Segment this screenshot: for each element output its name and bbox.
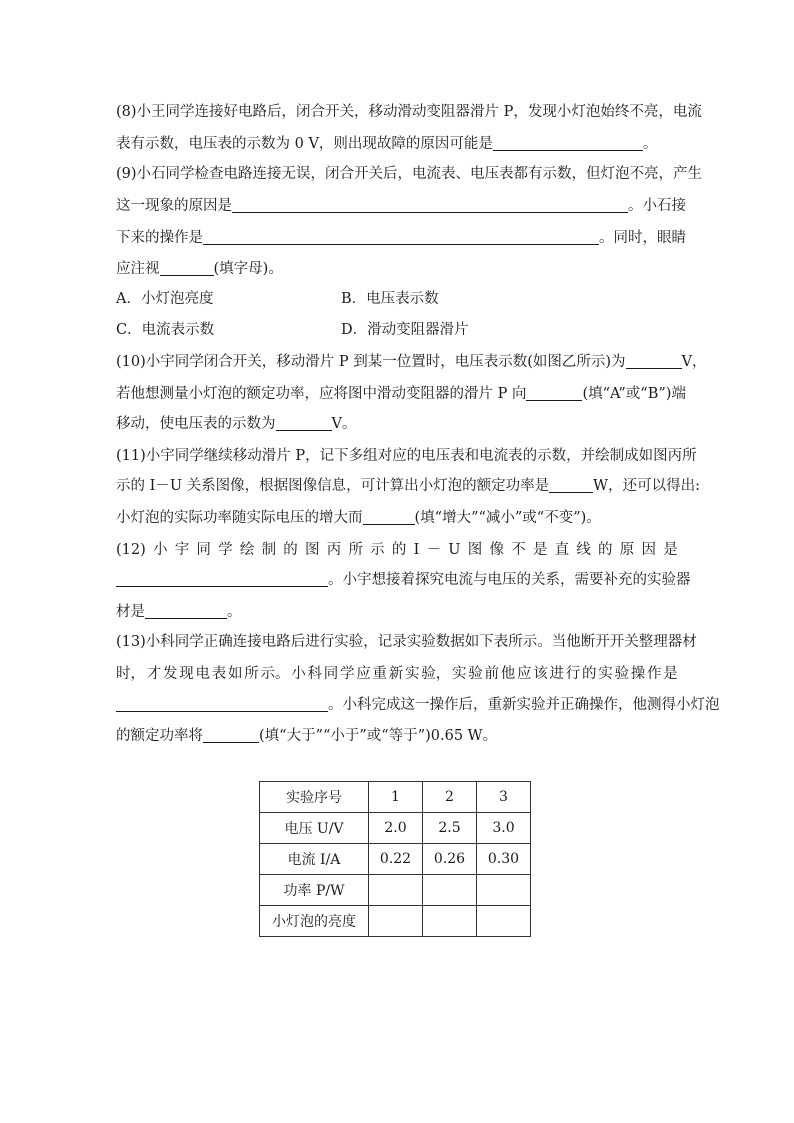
q13-operation-blank[interactable]: [116, 696, 328, 712]
q8-line-2: [116, 134, 657, 154]
q11-line-2: [116, 476, 700, 496]
q13-line2-char: 应: [356, 666, 371, 682]
q11-line-3: [116, 508, 601, 528]
q9-text-3: 下来的操作是: [116, 230, 203, 246]
q9-option-c[interactable]: C．电流表示数: [116, 322, 215, 338]
q12-line1-char: 丙: [326, 542, 342, 558]
q13-line2-char: 是: [663, 666, 678, 682]
q9-text-2: 这一现象的原因是: [116, 198, 232, 214]
q9-option-d[interactable]: D．滑动变阻器滑片: [341, 322, 469, 338]
q10-text-1: (10)小宇同学闭合开关，移动滑片 P 到某一位置时，电压表示数(如图乙所示)为: [116, 354, 626, 370]
q12-line1-char: 是: [663, 542, 678, 558]
q12-line1-char: 像: [489, 542, 504, 558]
q13-line2-char: 该: [533, 666, 548, 682]
table-cell: 0.30: [477, 844, 531, 875]
q12-line1-char: 图: [305, 542, 320, 558]
q10-text-2: 若他想测量小灯泡的额定功率，应将图中滑动变阻器的滑片 P 向: [116, 386, 527, 402]
q9-text-3-end: 。同时，眼睛: [599, 230, 686, 246]
table-row: [260, 813, 531, 844]
table-cell[interactable]: [477, 875, 531, 906]
table-cell[interactable]: [423, 906, 477, 937]
q12-line-1: [116, 540, 678, 560]
table-row-label: 电流 I/A: [260, 844, 369, 875]
q12-line-2: [116, 570, 691, 590]
q13-text-4-end: (填“大于”“小于”或“等于”)0.65 W。: [259, 728, 498, 744]
q9-line-4: [116, 259, 283, 279]
q12-line1-char: 绘: [239, 542, 255, 558]
q10-target-voltage-blank[interactable]: [276, 415, 332, 431]
q12-text-3-end: 。: [227, 604, 242, 620]
q13-line2-char: 前: [484, 666, 499, 682]
table-row-label: 功率 P/W: [260, 875, 369, 906]
q13-line2-char: 发: [163, 666, 178, 682]
q12-line1-char: 是: [532, 542, 548, 558]
q12-line1-char: 宇: [174, 542, 190, 558]
q13-line2-char: 操: [630, 666, 646, 682]
q13-line2-char: 作: [647, 666, 662, 682]
q10-text-1-end: V，: [681, 354, 707, 370]
q8-answer-blank[interactable]: [493, 135, 643, 151]
q13-line2-char: 示。: [260, 666, 290, 682]
table-row: [260, 875, 531, 906]
q9-option-a[interactable]: A．小灯泡亮度: [116, 291, 214, 307]
q13-line2-char: 他: [500, 666, 516, 682]
q12-line1-char: 不: [511, 542, 526, 558]
table-cell: 0.26: [423, 844, 477, 875]
table-cell[interactable]: [369, 875, 423, 906]
q13-line2-char: 如: [228, 666, 243, 682]
q9-line-1: (9)小石同学检查电路连接无误，闭合开关后，电流表、电压表都有示数，但灯泡不亮，产生: [116, 166, 703, 182]
q11-text-3-end: (填“增大”“减小”或“不变”)。: [414, 510, 601, 526]
q13-line2-char: 小: [291, 666, 306, 682]
q12-line1-char: 示: [370, 542, 385, 558]
q13-line2-char: 应: [517, 666, 532, 682]
q8-line-1: (8)小王同学连接好电路后，闭合开关，移动滑动变阻器滑片 P，发现小灯泡始终不亮，电流: [116, 104, 702, 120]
q13-line2-char: 学: [340, 666, 355, 682]
table-cell: 3.0: [477, 813, 531, 844]
table-row: [260, 906, 531, 937]
q13-line2-char: 现: [179, 666, 194, 682]
table-row-label: 电压 U/V: [260, 813, 369, 844]
table-row-label: 小灯泡的亮度: [260, 906, 369, 937]
q11-line-1: (11)小宇同学继续移动滑片 P，记下多组对应的电压表和电流表的示数，并绘制成如图丙所: [116, 448, 697, 464]
q13-line2-char: 的: [582, 666, 597, 682]
q9-option-b[interactable]: B．电压表示数: [341, 291, 439, 307]
q13-line2-char: 重: [372, 666, 387, 682]
q12-line1-char: 原: [619, 542, 635, 558]
table-cell[interactable]: [477, 906, 531, 937]
q12-text-3: 材是: [116, 604, 145, 620]
q10-direction-blank[interactable]: [526, 385, 582, 401]
table-cell[interactable]: [369, 906, 423, 937]
q12-line1-char: (12): [116, 542, 146, 558]
q12-line1-char: 直: [554, 542, 570, 558]
q13-line2-char: 行: [565, 666, 581, 682]
q12-line1-char: 因: [641, 542, 656, 558]
q12-line1-char: 的: [283, 542, 298, 558]
q13-line2-char: 电: [195, 666, 210, 682]
q12-line1-char: 学: [218, 542, 233, 558]
q13-line-3: [116, 695, 720, 715]
q13-line2-char: 同: [323, 666, 339, 682]
q11-text-3: 小灯泡的实际功率随实际电压的增大而: [116, 510, 363, 526]
q9-operation-blank[interactable]: [203, 229, 599, 245]
table-cell: 3: [477, 782, 531, 813]
q13-text-3: 。小科完成这一操作后，重新实验并正确操作，他测得小灯泡: [328, 697, 720, 713]
q9-reason-blank[interactable]: [232, 197, 628, 213]
q12-line1-char: 制: [261, 542, 277, 558]
q13-line2-char: 验: [468, 666, 483, 682]
q10-text-3-end: V。: [331, 416, 357, 432]
q11-text-2: 示的 I－U 关系图像，根据图像信息，可计算出小灯泡的额定功率是: [116, 478, 550, 494]
q12-line1-char: 的: [391, 542, 407, 558]
table-row-label: 实验序号: [260, 782, 369, 813]
q12-line1-char: －: [426, 542, 442, 558]
q13-line2-char: 新: [388, 666, 404, 682]
q12-line1-char: I: [413, 542, 420, 558]
q13-line-2: [116, 664, 678, 684]
q10-line-2: [116, 384, 686, 404]
q13-line2-char: 验，: [421, 666, 451, 682]
q12-equipment-blank[interactable]: [145, 603, 227, 619]
q9-text-2-end: 。小石接: [628, 198, 686, 214]
q9-text-4-end: (填字母)。: [213, 261, 283, 277]
q13-line2-char: 实: [598, 666, 613, 682]
q12-text-2: 。小宇想接着探究电流与电压的关系，需要补充的实验器: [328, 572, 691, 588]
q9-line-2: [116, 196, 686, 216]
q10-text-3: 移动，使电压表的示数为: [116, 416, 276, 432]
q13-compare-blank[interactable]: [203, 727, 259, 743]
table-cell: 0.22: [369, 844, 423, 875]
q13-line2-char: 所: [244, 666, 259, 682]
q13-line-1: (13)小科同学正确连接电路后进行实验，记录实验数据如下表所示。当他断开开关整理器材: [116, 634, 697, 650]
q12-reason-blank[interactable]: [116, 571, 328, 587]
q10-text-2-end: (填“A”或“B”)端: [582, 386, 686, 402]
data-table: [259, 781, 531, 937]
q13-text-4: 的额定功率将: [116, 728, 203, 744]
q9-letter-blank[interactable]: [160, 260, 214, 276]
q13-line2-char: 实: [405, 666, 420, 682]
q11-trend-blank[interactable]: [363, 509, 415, 525]
table-row: [260, 844, 531, 875]
q11-text-2-end: W，还可以得出:: [593, 478, 700, 494]
q9-line-3: [116, 228, 686, 248]
q13-line2-char: 实: [452, 666, 467, 682]
q8-text: 表有示数，电压表的示数为 0 V，则出现故障的原因可能是: [116, 136, 493, 152]
table-cell[interactable]: [423, 875, 477, 906]
q12-line1-char: 的: [598, 542, 613, 558]
table-cell: 2: [423, 782, 477, 813]
q12-line1-char: 所: [348, 542, 363, 558]
q13-line2-char: 表: [211, 666, 227, 682]
table-cell: 1: [369, 782, 423, 813]
q12-line1-char: 图: [467, 542, 483, 558]
q12-line1-char: 小: [152, 542, 168, 558]
q12-line1-char: 同: [196, 542, 211, 558]
q13-line2-char: 才: [146, 666, 162, 682]
q10-line-1: [116, 352, 707, 372]
q12-line-3: [116, 602, 242, 622]
q13-line2-char: 科: [307, 666, 322, 682]
q9-text-4: 应注视: [116, 261, 160, 277]
table-cell: 2.0: [369, 813, 423, 844]
table-cell: 2.5: [423, 813, 477, 844]
table-row: [260, 782, 531, 813]
q8-end: 。: [642, 136, 658, 152]
q13-line2-char: 时，: [116, 666, 145, 682]
q13-line2-char: 进: [549, 666, 564, 682]
q11-power-blank[interactable]: [549, 477, 593, 493]
q10-line-3: [116, 414, 356, 434]
q12-line1-char: U: [448, 542, 461, 558]
q13-line-4: [116, 726, 497, 746]
q10-voltage-blank[interactable]: [626, 353, 682, 369]
q13-line2-char: 验: [614, 666, 629, 682]
q12-line1-char: 线: [576, 542, 591, 558]
